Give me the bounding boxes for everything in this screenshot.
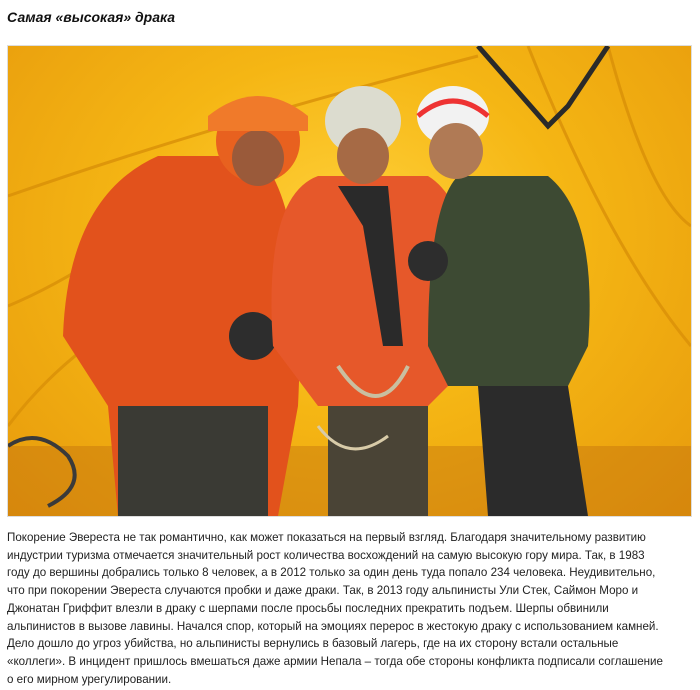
- article-photo: [7, 45, 692, 517]
- paragraph-line: о его мирном урегулировании.: [7, 672, 172, 686]
- paragraph-line: Покорение Эвереста не так романтично, как может показаться на первый взгляд. Благодаря значительному развитию: [7, 531, 646, 544]
- paragraph-line: Джонатан Гриффит влезли в драку с шерпами после просьбы последних прекратить подъем. Шерпы обвинили: [7, 601, 609, 615]
- paragraph-line: индустрии туризма отмечается значительный рост количества восхождений на самую высокую гору мира. Так, в 1983: [7, 548, 645, 562]
- article-body: [7, 529, 695, 688]
- article-title: Самая «высокая» драка: [7, 9, 176, 25]
- paragraph-line: году до вершины добрались только 8 человек, а в 2012 только за один день туда попало 234 человека. Неудивительно,: [7, 566, 656, 580]
- climbers-illustration: [8, 46, 691, 516]
- paragraph-line: что при покорении Эвереста случаются пробки и даже драки. Так, в 2013 году альпинисты Ули Стек, Саймон Моро и: [7, 584, 639, 598]
- paragraph-line: альпинистов в вызове лавины. Начался спор, который на эмоциях перерос в жестокую драку с использованием камней.: [7, 619, 659, 633]
- paragraph-line: Дело дошло до угроз убийства, но альпинисты вернулись в базовый лагерь, где на их сторону встали остальные: [7, 637, 619, 651]
- paragraph-line: «коллеги». В инцидент пришлось вмешаться даже армии Непала – тогда обе стороны конфликта подписали соглашение: [7, 654, 663, 668]
